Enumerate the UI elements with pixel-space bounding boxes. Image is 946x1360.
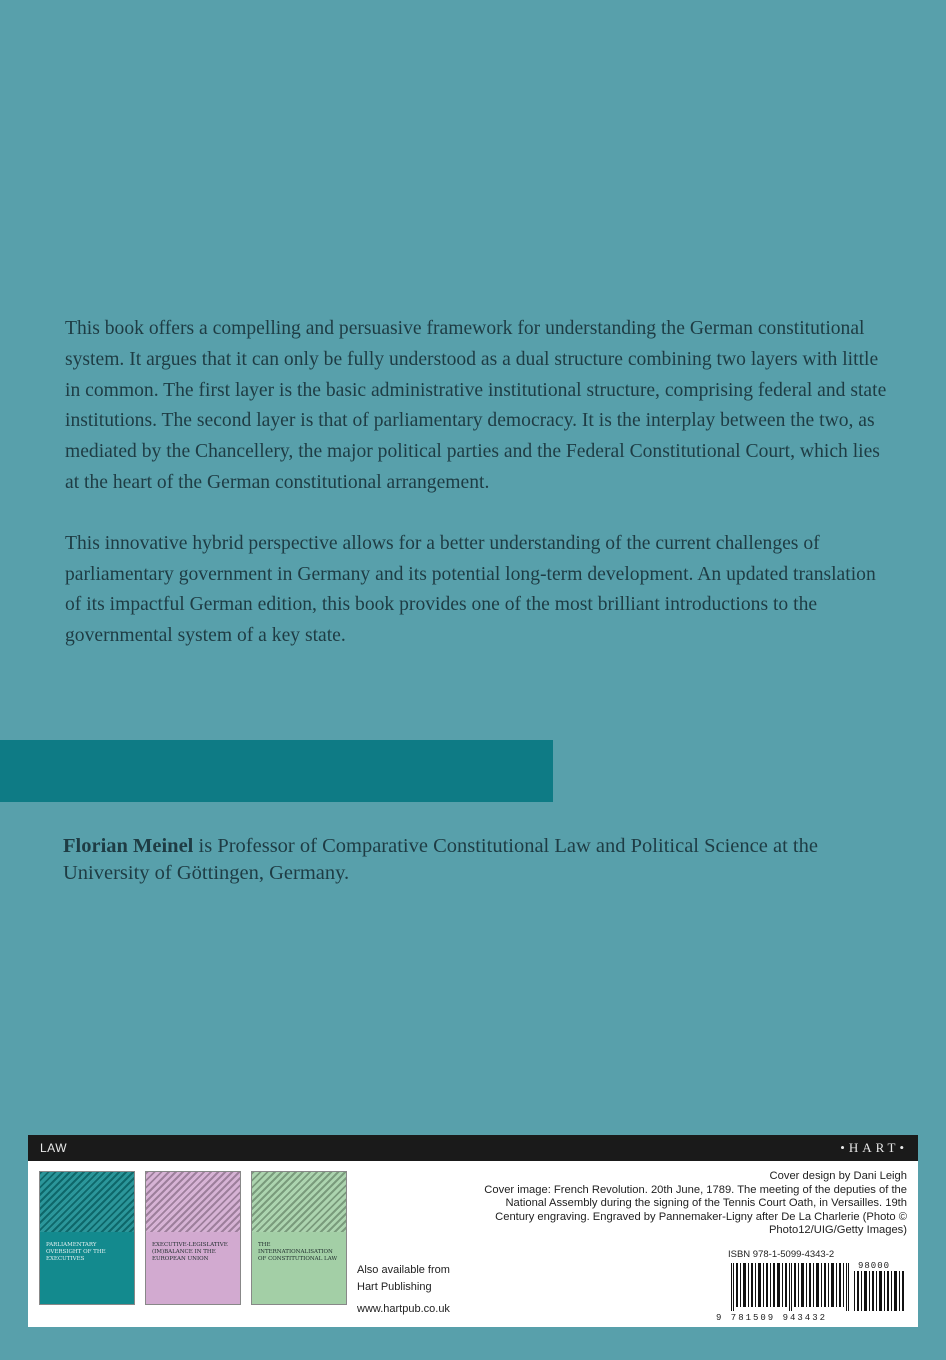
related-book-title: THE INTERNATIONALISATION OF CONSTITUTIONAL LAW	[258, 1242, 338, 1262]
related-book-cover	[146, 1172, 240, 1304]
isbn: ISBN 978-1-5099-4343-2	[728, 1249, 835, 1260]
also-available	[357, 1262, 450, 1296]
related-book-title: PARLIAMENTARY OVERSIGHT OF THE EXECUTIVES	[46, 1242, 106, 1262]
cover-credits	[477, 1170, 907, 1238]
blurb-paragraph-2: This innovative hybrid perspective allows for a better understanding of the current challenges of parliamentary government in Germany and its potential long-term development. An updated translation of its impactful German edition, this book provides one of the most brilliant introductions to the governmental system of a key state.	[65, 532, 876, 647]
cover-engraving-image	[252, 1172, 346, 1232]
cover-image-credit: Cover image: French Revolution. 20th June, 1789. The meeting of the deputies of the National Assembly during the signing of the Tennis Court Oath, in Versailles. 19th Century engraving. Engraved by Pannemaker-Ligny after De La Charlerie (Photo © Photo12/UIG/Getty Images)	[484, 1183, 907, 1237]
author-bio	[63, 833, 863, 887]
hart-logo: •HART•	[840, 1140, 908, 1155]
also-available-line-2: Hart Publishing	[357, 1281, 432, 1293]
blurb-paragraph-1: This book offers a compelling and persuasive framework for understanding the German constitutional system. It argues that it can only be fully understood as a dual structure combining two layers with little in common. The first layer is the basic administrative institutional structure, comprising federal and state institutions. The second layer is that of parliamentary democracy. It is the interplay between the two, as mediated by the Chancellery, the major political parties and the Federal Constitutional Court, which lies at the heart of the German constitutional arrangement.	[65, 318, 887, 493]
cover-design-credit: Cover design by Dani Leigh	[769, 1170, 907, 1182]
cover-engraving-image	[40, 1172, 134, 1232]
barcode-digits: 9 781509 943432	[716, 1313, 828, 1323]
barcode-icon	[731, 1263, 849, 1311]
related-book-cover	[252, 1172, 346, 1304]
related-book-cover	[40, 1172, 134, 1304]
publisher-website[interactable]: www.hartpub.co.uk	[357, 1303, 450, 1315]
book-blurb	[65, 314, 895, 682]
footer-strip	[28, 1135, 918, 1161]
accent-bar	[0, 740, 553, 802]
author-name: Florian Meinel	[63, 835, 194, 857]
price-barcode-icon	[854, 1271, 904, 1311]
author-description: is Professor of Comparative Constitutional Law and Political Science at the University of Göttingen, Germany.	[63, 835, 818, 884]
category-label: LAW	[40, 1141, 68, 1155]
also-available-line-1: Also available from	[357, 1264, 450, 1276]
cover-engraving-image	[146, 1172, 240, 1232]
related-book-title: EXECUTIVE-LEGISLATIVE (IM)BALANCE IN THE EUROPEAN UNION	[152, 1242, 228, 1262]
price-code: 98000	[858, 1261, 891, 1271]
back-cover-footer	[28, 1135, 918, 1327]
